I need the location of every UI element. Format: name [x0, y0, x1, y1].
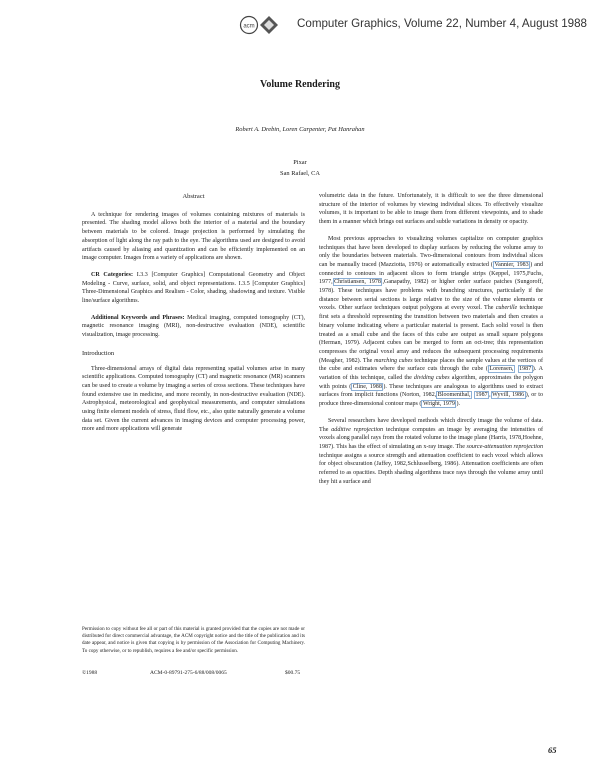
right-paragraph-2: Most previous approaches to visualizing volumes capitalize on computer graphics techniques that have been developed to display surfaces by reducing the volume array to only the boundaries between materials. Two-dimensional contours from individual slices can be manually traced (Mazziotta, 1976) or automatically extracted ( Vannier, 1983 ) and connected to contours in adjacent slices to form triangle strips (Keppel, 1975,Fuchs, 1977, Christiansen, 1978 ,Ganapathy, 1982) or higher order surface patches (Sungoroff, 1978). These techniques have problems with branching structures, particularly if the distance between serial sections is large relative to the size of the volume elements or voxels. Other surface techniques output polygons at every voxel. The cuberille technique first sets a threshold representing the transition between two materials and then creates a binary volume indicating where a particular material is present. Each solid voxel is then treated as a small cube and the faces of this cube are output as small square polygons (Herman, 1979). Adjacent cubes can be merged to form an oct-tree; this representation compresses the original voxel array and reduces the subsequent processing requirements (Meagher, 1982). The marching cubes technique places the sample values at the vertices of the cube and estimates where the surface cuts through the cube ( Lorensen, 1987 ). A variation of this technique, called the dividing cubes algorithm, approximates the polygon with points ( Cline, 1988 ). These techniques are analogous to algorithms used to extract surfaces from implicit functions (Norton, 1982, Bloomenthal, 1987 , Wyvill, 1986 ), or to produce three-dimensional contour maps ( Wright, 1979 ). — [319, 235, 544, 408]
right-paragraph-1: volumetric data in the future. Unfortunately, it is difficult to see the three dimensional structure of the interior of volumes by viewing individual slices. To effectively visualize volumes, it is important to be able to image them from different viewpoints, and to shade them in a manner which brings out surfaces and subtle variations in density or opacity. — [319, 193, 543, 226]
acm-siggraph-logos — [237, 12, 287, 38]
acm-code: ACM-0-89791-275-6/88/008/0065 — [150, 670, 227, 676]
author-affiliation: Pixar — [293, 159, 307, 166]
ref-link-wyvill[interactable]: Wyvill, 1986 — [492, 392, 525, 399]
ref-link-cline[interactable]: Cline, 1988 — [352, 383, 382, 390]
ref-link-wright[interactable]: Wright, 1979 — [422, 401, 455, 408]
journal-header: Computer Graphics, Volume 22, Number 4, August 1988 — [297, 17, 588, 30]
ref-link-christiansen[interactable]: Christiansen, 1978 — [334, 279, 381, 286]
right-column — [319, 192, 543, 495]
keywords — [82, 314, 305, 340]
paper-title: Volume Rendering — [260, 79, 340, 90]
term-marching-cubes: marching cubes — [374, 357, 413, 364]
ref-link-bloomenthal-year[interactable]: 1987 — [475, 392, 488, 399]
author-location: San Rafael, CA — [280, 170, 320, 177]
term-dividing-cubes: dividing cubes — [413, 375, 450, 382]
cr-categories — [82, 271, 305, 306]
term-additive-reprojection: additive reprojection — [331, 426, 384, 433]
introduction-text: Three-dimensional arrays of digital data representing spatial volumes arise in many scientific applications. Computed tomography (CT) and magnetic resonance (MR) scanners can be used to create a volume by imaging a series of cross sections. These techniques have found extensive use in medicine, and more recently, in non-destructive evaluation (NDE). Astrophysical, meteorological and geophysical measurements, and computer simulations using finite element models of stress, fluid flow, etc., also quite naturally generate a volume data set. Given the current advances in imaging devices and computer processing power, more and more applications will generate — [82, 365, 305, 433]
abstract-text: A technique for rendering images of volumes containing mixtures of materials is presented. The shading model allows both the interior of a material and the boundary between materials to be colored. Image projection is performed by simulating the absorption of light along the ray path to the eye. The algorithms used are designed to avoid artifacts caused by aliasing and quantization and can be efficiently implemented on an image computer. Images from a variety of applications are shown. — [82, 211, 305, 262]
acm-logo-text: acm — [243, 23, 255, 30]
ref-link-bloomenthal[interactable]: Bloomenthal, — [437, 392, 471, 399]
page-number: 65 — [548, 745, 557, 755]
introduction-heading: Introduction — [82, 349, 115, 357]
right-paragraph-3: Several researchers have developed methods which directly image the volume of data. The additive reprojection technique computes an image by averaging the intensities of voxels along parallel rays from the rotated volume to the image plane (Harris, 1978,Hoehne, 1987). This has the effect of simulating an x-ray image. The source-attenuation reprojection technique assigns a source strength and attenuation coefficient to each voxel which allows for object obscuration (Jaffey, 1982,Schlusselberg, 1986). Attenuation coefficients are often referred to as opacities. Depth shading algorithms trace rays through the volume array until they hit a surface and — [319, 417, 543, 485]
ref-link-vannier[interactable]: Vannier, 1983 — [494, 261, 529, 268]
keywords-label: Additional Keywords and Phrases: — [91, 314, 185, 321]
abstract-heading: Abstract — [182, 193, 205, 200]
cr-categories-label: CR Categories: — [91, 271, 133, 278]
copyright-year: ©1988 — [82, 670, 98, 676]
left-column — [82, 193, 305, 442]
ref-link-lorensen-year[interactable]: 1987 — [519, 366, 532, 373]
term-source-attenuation: source-attenuation reprojection — [466, 443, 543, 450]
price: $00.75 — [285, 670, 301, 676]
cr-categories-text: I.3.3 [Computer Graphics] Computational Geometry and Object Modeling - Curve, surface, solid, and object representations. I.3.5 [Computer Graphics] Three-Dimensional Graphics and Realism - Color, shading, shadowing and texture. Visible line/surface algorithms. — [82, 271, 305, 305]
paper-authors: Robert A. Drebin, Loren Carpenter, Pat Hanrahan — [235, 126, 365, 133]
ref-link-lorensen[interactable]: Lorensen, — [489, 366, 514, 373]
permission-notice: Permission to copy without fee all or part of this material is granted provided that the copies are not made or distributed for direct commercial advantage, the ACM copyright notice and the title of the publication and its date appear, and notice is given that copying is by permission of the Association for Computing Machinery. To copy otherwise, or to republish, requires a fee and/or specific permission. — [82, 626, 305, 654]
keywords-text: Medical imaging, computed tomography (CT), magnetic resonance imaging (MRI), non-destructive evaluation (NDE), scientific visualization, image processing. — [82, 314, 305, 339]
term-cuberille: cuberille — [495, 305, 518, 312]
